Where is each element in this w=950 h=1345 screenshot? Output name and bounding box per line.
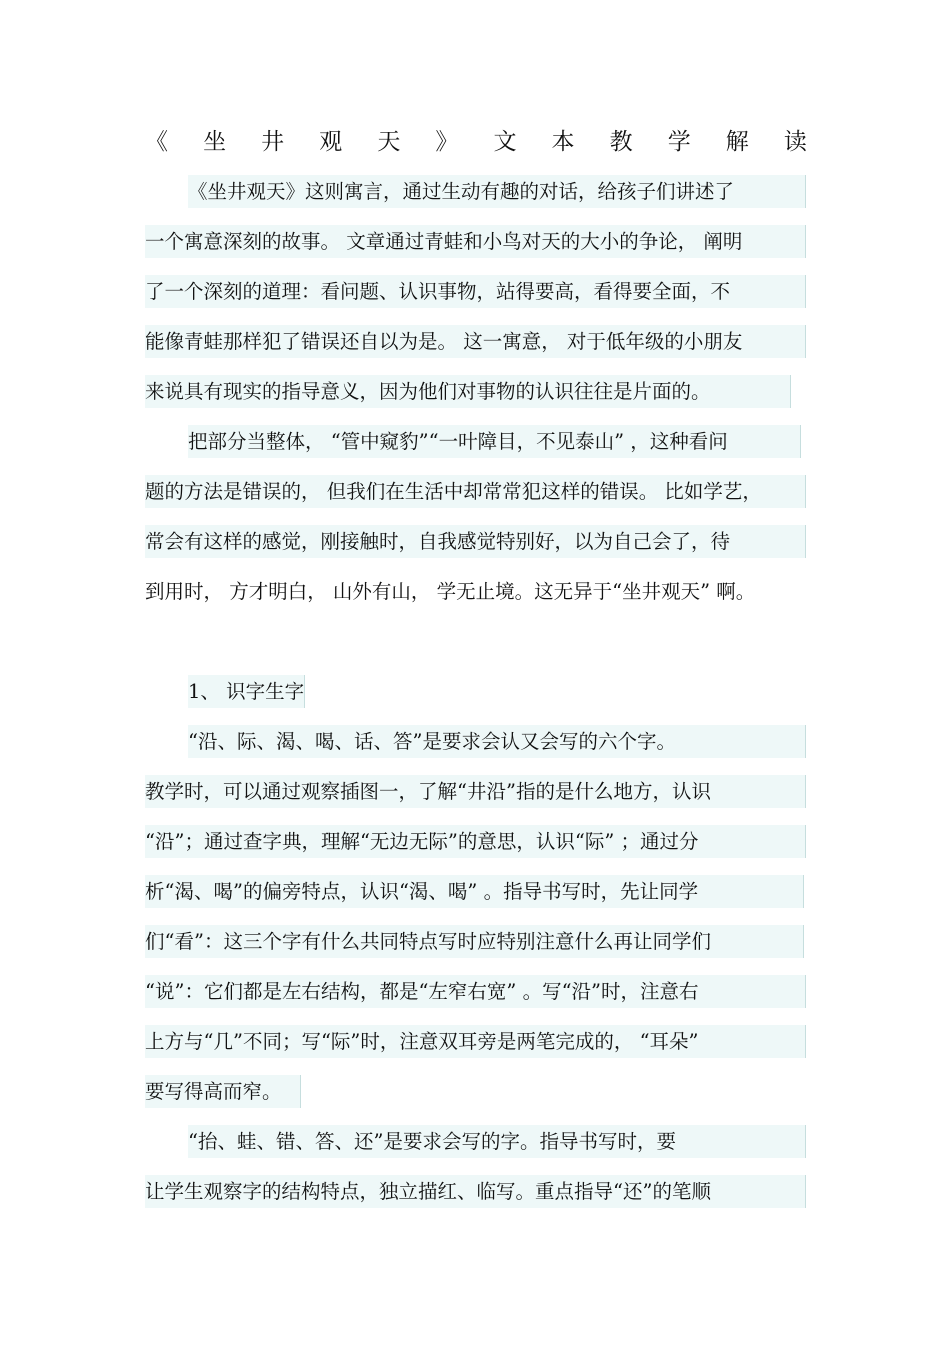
paragraph-1-line-3: 了一个深刻的道理：看问题、认识事物，站得要高，看得要全面，不 [145, 275, 806, 308]
paragraph-3-line-8: 要写得高而窄。 [145, 1075, 301, 1108]
title-char: 文 [493, 129, 517, 155]
paragraph-4-line-1: “抬、蛙、错、答、还”是要求会写的字。指导书写时，要 [188, 1125, 806, 1158]
document-title [145, 122, 807, 162]
paragraph-1-line-2: 一个寓意深刻的故事。 文章通过青蛙和小鸟对天的大小的争论， 阐明 [145, 225, 806, 258]
title-char: 读 [783, 129, 807, 155]
paragraph-3-line-1: “沿、际、渴、喝、话、答”是要求会认又会写的六个字。 [188, 725, 806, 758]
title-char: 》 [435, 129, 459, 155]
paragraph-4-line-2: 让学生观察字的结构特点，独立描红、临写。重点指导“还”的笔顺 [145, 1175, 806, 1208]
title-char: 本 [551, 129, 575, 155]
paragraph-3-line-4: 析“渴、喝”的偏旁特点，认识“渴、喝” 。指导书写时，先让同学 [145, 875, 804, 908]
paragraph-1-line-1: 《坐井观天》这则寓言，通过生动有趣的对话，给孩子们讲述了 [188, 175, 806, 208]
section-heading: 1、 识字生字 [188, 675, 305, 708]
paragraph-2-line-3: 常会有这样的感觉，刚接触时，自我感觉特别好，以为自己会了，待 [145, 525, 806, 558]
paragraph-1-line-5: 来说具有现实的指导意义，因为他们对事物的认识往往是片面的。 [145, 375, 791, 408]
paragraph-1-line-4: 能像青蛙那样犯了错误还自以为是。 这一寓意， 对于低年级的小朋友 [145, 325, 806, 358]
title-char: 解 [725, 129, 749, 155]
paragraph-3-line-2: 教学时，可以通过观察插图一，了解“井沿”指的是什么地方，认识 [145, 775, 806, 808]
paragraph-3-line-6: “说”：它们都是左右结构，都是“左窄右宽” 。写“沿”时，注意右 [145, 975, 806, 1008]
title-char: 观 [319, 129, 343, 155]
paragraph-2-line-2: 题的方法是错误的， 但我们在生活中却常常犯这样的错误。 比如学艺， [145, 475, 806, 508]
title-char: 坐 [203, 129, 227, 155]
paragraph-3-line-3: “沿”；通过查字典，理解“无边无际”的意思，认识“际” ；通过分 [145, 825, 806, 858]
title-char: 教 [609, 129, 633, 155]
title-char: 天 [377, 129, 401, 155]
paragraph-2-line-4: 到用时， 方才明白， 山外有山， 学无止境。这无异于“坐井观天” 啊。 [145, 580, 756, 603]
title-char: 学 [667, 129, 691, 155]
title-char: 井 [261, 129, 285, 155]
paragraph-2-line-1: 把部分当整体， “管中窥豹”“一叶障目，不见泰山” ，这种看问 [188, 425, 801, 458]
title-char: 《 [145, 129, 168, 155]
paragraph-3-line-5: 们“看”：这三个字有什么共同特点写时应特别注意什么再让同学们 [145, 925, 804, 958]
paragraph-3-line-7: 上方与“几”不同；写“际”时，注意双耳旁是两笔完成的， “耳朵” [145, 1025, 806, 1058]
